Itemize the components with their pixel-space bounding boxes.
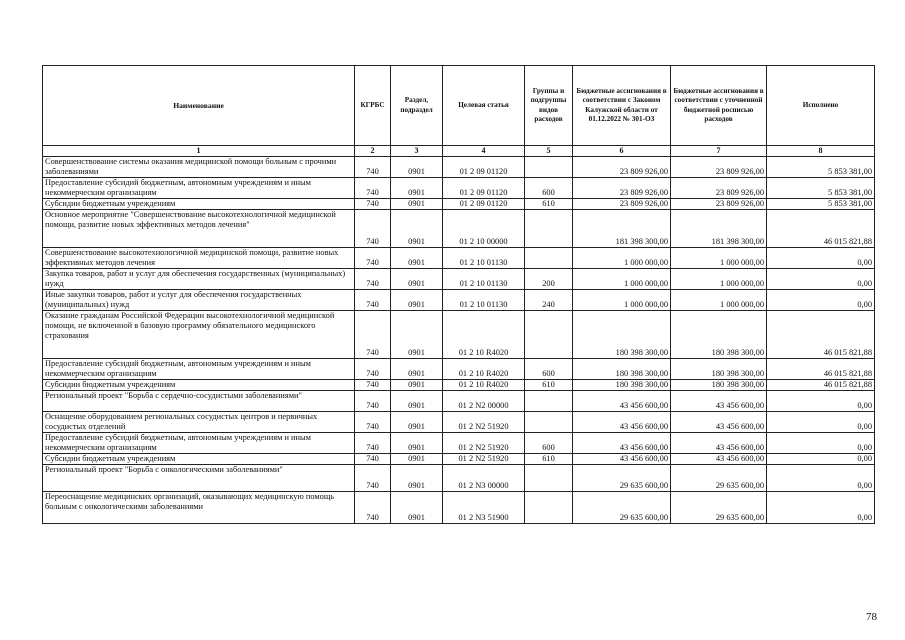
cell-name: Совершенствование высокотехнологичной медицинской помощи, развитие новых эффективных методов лечения — [43, 248, 355, 269]
cell-refined-allocation: 43 456 600,00 — [671, 412, 767, 433]
cell-refined-allocation: 180 398 300,00 — [671, 311, 767, 359]
cell-group: 610 — [525, 380, 573, 391]
cell-executed: 5 853 381,00 — [767, 199, 875, 210]
cell-executed: 46 015 821,88 — [767, 359, 875, 380]
cell-law-allocation: 43 456 600,00 — [573, 391, 671, 412]
cell-target: 01 2 10 01130 — [443, 248, 525, 269]
header-refined-allocations: Бюджетные ассигнования в соответствии с уточненной бюджетной росписью расходов — [671, 66, 767, 146]
cell-refined-allocation: 1 000 000,00 — [671, 248, 767, 269]
table-row — [43, 359, 875, 380]
cell-law-allocation: 180 398 300,00 — [573, 311, 671, 359]
cell-section: 0901 — [391, 269, 443, 290]
cell-kgrbs: 740 — [355, 290, 391, 311]
cell-name: Совершенствование системы оказания медицинской помощи больным с прочими заболеваниями — [43, 157, 355, 178]
cell-refined-allocation: 23 809 926,00 — [671, 199, 767, 210]
table-row — [43, 380, 875, 391]
cell-law-allocation: 1 000 000,00 — [573, 290, 671, 311]
cell-section: 0901 — [391, 380, 443, 391]
cell-kgrbs: 740 — [355, 492, 391, 524]
cell-executed: 0,00 — [767, 492, 875, 524]
cell-kgrbs: 740 — [355, 157, 391, 178]
cell-law-allocation: 29 635 600,00 — [573, 465, 671, 492]
page-number: 78 — [866, 611, 877, 623]
cell-group — [525, 391, 573, 412]
cell-section: 0901 — [391, 178, 443, 199]
cell-name: Иные закупки товаров, работ и услуг для обеспечения государственных (муниципальных) нужд — [43, 290, 355, 311]
cell-name: Оказание гражданам Российской Федерации высокотехнологичной медицинской помощи, не включенной в базовую программу обязательного медицинского страхования — [43, 311, 355, 359]
cell-group — [525, 210, 573, 248]
table-row — [43, 269, 875, 290]
cell-group: 600 — [525, 178, 573, 199]
table-row — [43, 248, 875, 269]
cell-kgrbs: 740 — [355, 269, 391, 290]
cell-executed: 46 015 821,88 — [767, 210, 875, 248]
cell-law-allocation: 43 456 600,00 — [573, 454, 671, 465]
cell-kgrbs: 740 — [355, 412, 391, 433]
cell-name: Переоснащение медицинских организаций, оказывающих медицинскую помощь больным с онкологическими заболеваниями — [43, 492, 355, 524]
table-row — [43, 311, 875, 359]
header-groups: Группы и подгруппы видов расходов — [525, 66, 573, 146]
cell-group — [525, 248, 573, 269]
cell-law-allocation: 43 456 600,00 — [573, 433, 671, 454]
table-row — [43, 433, 875, 454]
header-executed: Исполнено — [767, 66, 875, 146]
cell-target: 01 2 N2 51920 — [443, 454, 525, 465]
cell-refined-allocation: 180 398 300,00 — [671, 380, 767, 391]
cell-executed: 5 853 381,00 — [767, 157, 875, 178]
cell-target: 01 2 N3 51900 — [443, 492, 525, 524]
cell-law-allocation: 23 809 926,00 — [573, 178, 671, 199]
cell-kgrbs: 740 — [355, 433, 391, 454]
cell-name: Предоставление субсидий бюджетным, автономным учреждениям и иным некоммерческим организациям — [43, 433, 355, 454]
column-number: 6 — [573, 146, 671, 157]
cell-executed: 0,00 — [767, 465, 875, 492]
cell-executed: 0,00 — [767, 290, 875, 311]
cell-law-allocation: 180 398 300,00 — [573, 359, 671, 380]
cell-group: 200 — [525, 269, 573, 290]
cell-section: 0901 — [391, 157, 443, 178]
cell-executed: 5 853 381,00 — [767, 178, 875, 199]
cell-refined-allocation: 1 000 000,00 — [671, 269, 767, 290]
table-body — [43, 157, 875, 524]
header-section: Раздел, подраздел — [391, 66, 443, 146]
column-number: 8 — [767, 146, 875, 157]
table-row — [43, 210, 875, 248]
cell-executed: 0,00 — [767, 269, 875, 290]
table-row — [43, 199, 875, 210]
cell-group: 600 — [525, 359, 573, 380]
cell-executed: 0,00 — [767, 433, 875, 454]
cell-refined-allocation: 181 398 300,00 — [671, 210, 767, 248]
cell-refined-allocation: 1 000 000,00 — [671, 290, 767, 311]
cell-name: Оснащение оборудованием региональных сосудистых центров и первичных сосудистых отделений — [43, 412, 355, 433]
table-row — [43, 492, 875, 524]
cell-group — [525, 412, 573, 433]
cell-law-allocation: 1 000 000,00 — [573, 269, 671, 290]
cell-group: 600 — [525, 433, 573, 454]
column-number: 1 — [43, 146, 355, 157]
cell-group — [525, 157, 573, 178]
cell-target: 01 2 10 00000 — [443, 210, 525, 248]
cell-law-allocation: 180 398 300,00 — [573, 380, 671, 391]
column-number: 5 — [525, 146, 573, 157]
cell-name: Предоставление субсидий бюджетным, автономным учреждениям и иным некоммерческим организациям — [43, 359, 355, 380]
header-target: Целевая статья — [443, 66, 525, 146]
column-number: 2 — [355, 146, 391, 157]
column-number: 4 — [443, 146, 525, 157]
cell-group: 610 — [525, 199, 573, 210]
header-name: Наименование — [43, 66, 355, 146]
header-row — [43, 66, 875, 146]
cell-kgrbs: 740 — [355, 178, 391, 199]
cell-kgrbs: 740 — [355, 391, 391, 412]
cell-target: 01 2 09 01120 — [443, 178, 525, 199]
cell-refined-allocation: 43 456 600,00 — [671, 454, 767, 465]
cell-refined-allocation: 43 456 600,00 — [671, 433, 767, 454]
cell-refined-allocation: 23 809 926,00 — [671, 157, 767, 178]
cell-executed: 46 015 821,88 — [767, 380, 875, 391]
cell-executed: 0,00 — [767, 391, 875, 412]
cell-target: 01 2 09 01120 — [443, 199, 525, 210]
cell-law-allocation: 43 456 600,00 — [573, 412, 671, 433]
cell-name: Предоставление субсидий бюджетным, автономным учреждениям и иным некоммерческим организациям — [43, 178, 355, 199]
cell-refined-allocation: 43 456 600,00 — [671, 391, 767, 412]
cell-refined-allocation: 180 398 300,00 — [671, 359, 767, 380]
table-row — [43, 454, 875, 465]
cell-kgrbs: 740 — [355, 465, 391, 492]
cell-law-allocation: 23 809 926,00 — [573, 199, 671, 210]
cell-section: 0901 — [391, 391, 443, 412]
cell-name: Закупка товаров, работ и услуг для обеспечения государственных (муниципальных) нужд — [43, 269, 355, 290]
cell-section: 0901 — [391, 465, 443, 492]
cell-section: 0901 — [391, 454, 443, 465]
cell-target: 01 2 10 R4020 — [443, 380, 525, 391]
cell-kgrbs: 740 — [355, 380, 391, 391]
cell-executed: 0,00 — [767, 412, 875, 433]
cell-refined-allocation: 29 635 600,00 — [671, 465, 767, 492]
table-row — [43, 391, 875, 412]
cell-target: 01 2 10 01130 — [443, 269, 525, 290]
column-number: 3 — [391, 146, 443, 157]
cell-target: 01 2 N2 00000 — [443, 391, 525, 412]
cell-executed: 46 015 821,88 — [767, 311, 875, 359]
cell-group — [525, 492, 573, 524]
cell-name: Субсидии бюджетным учреждениям — [43, 199, 355, 210]
cell-section: 0901 — [391, 412, 443, 433]
table-row — [43, 178, 875, 199]
cell-section: 0901 — [391, 199, 443, 210]
table-row — [43, 465, 875, 492]
budget-table — [42, 65, 875, 524]
table-row — [43, 290, 875, 311]
cell-kgrbs: 740 — [355, 311, 391, 359]
cell-section: 0901 — [391, 210, 443, 248]
cell-refined-allocation: 23 809 926,00 — [671, 178, 767, 199]
table-row — [43, 412, 875, 433]
cell-executed: 0,00 — [767, 248, 875, 269]
cell-group: 610 — [525, 454, 573, 465]
cell-refined-allocation: 29 635 600,00 — [671, 492, 767, 524]
cell-kgrbs: 740 — [355, 359, 391, 380]
cell-name: Субсидии бюджетным учреждениям — [43, 380, 355, 391]
cell-executed: 0,00 — [767, 454, 875, 465]
cell-law-allocation: 181 398 300,00 — [573, 210, 671, 248]
cell-target: 01 2 10 01130 — [443, 290, 525, 311]
cell-target: 01 2 N2 51920 — [443, 412, 525, 433]
cell-law-allocation: 29 635 600,00 — [573, 492, 671, 524]
cell-kgrbs: 740 — [355, 210, 391, 248]
cell-section: 0901 — [391, 290, 443, 311]
cell-kgrbs: 740 — [355, 248, 391, 269]
cell-kgrbs: 740 — [355, 199, 391, 210]
cell-law-allocation: 1 000 000,00 — [573, 248, 671, 269]
column-number: 7 — [671, 146, 767, 157]
cell-target: 01 2 10 R4020 — [443, 311, 525, 359]
cell-target: 01 2 N3 00000 — [443, 465, 525, 492]
cell-group — [525, 465, 573, 492]
cell-section: 0901 — [391, 492, 443, 524]
cell-group — [525, 311, 573, 359]
cell-target: 01 2 N2 51920 — [443, 433, 525, 454]
cell-target: 01 2 09 01120 — [443, 157, 525, 178]
header-kgrbs: КГРБС — [355, 66, 391, 146]
cell-kgrbs: 740 — [355, 454, 391, 465]
cell-section: 0901 — [391, 311, 443, 359]
header-law-allocations: Бюджетные ассигнования в соответствии с Законом Калужской области от 01.12.2022 № 301-ОЗ — [573, 66, 671, 146]
cell-section: 0901 — [391, 248, 443, 269]
cell-group: 240 — [525, 290, 573, 311]
cell-section: 0901 — [391, 359, 443, 380]
table-row — [43, 157, 875, 178]
column-number-row — [43, 146, 875, 157]
cell-law-allocation: 23 809 926,00 — [573, 157, 671, 178]
cell-name: Региональный проект "Борьба с сердечно-сосудистыми заболеваниями" — [43, 391, 355, 412]
cell-section: 0901 — [391, 433, 443, 454]
cell-name: Субсидии бюджетным учреждениям — [43, 454, 355, 465]
cell-name: Основное мероприятие "Совершенствование высокотехнологичной медицинской помощи, развитие новых эффективных методов лечения" — [43, 210, 355, 248]
cell-target: 01 2 10 R4020 — [443, 359, 525, 380]
cell-name: Региональный проект "Борьба с онкологическими заболеваниями" — [43, 465, 355, 492]
